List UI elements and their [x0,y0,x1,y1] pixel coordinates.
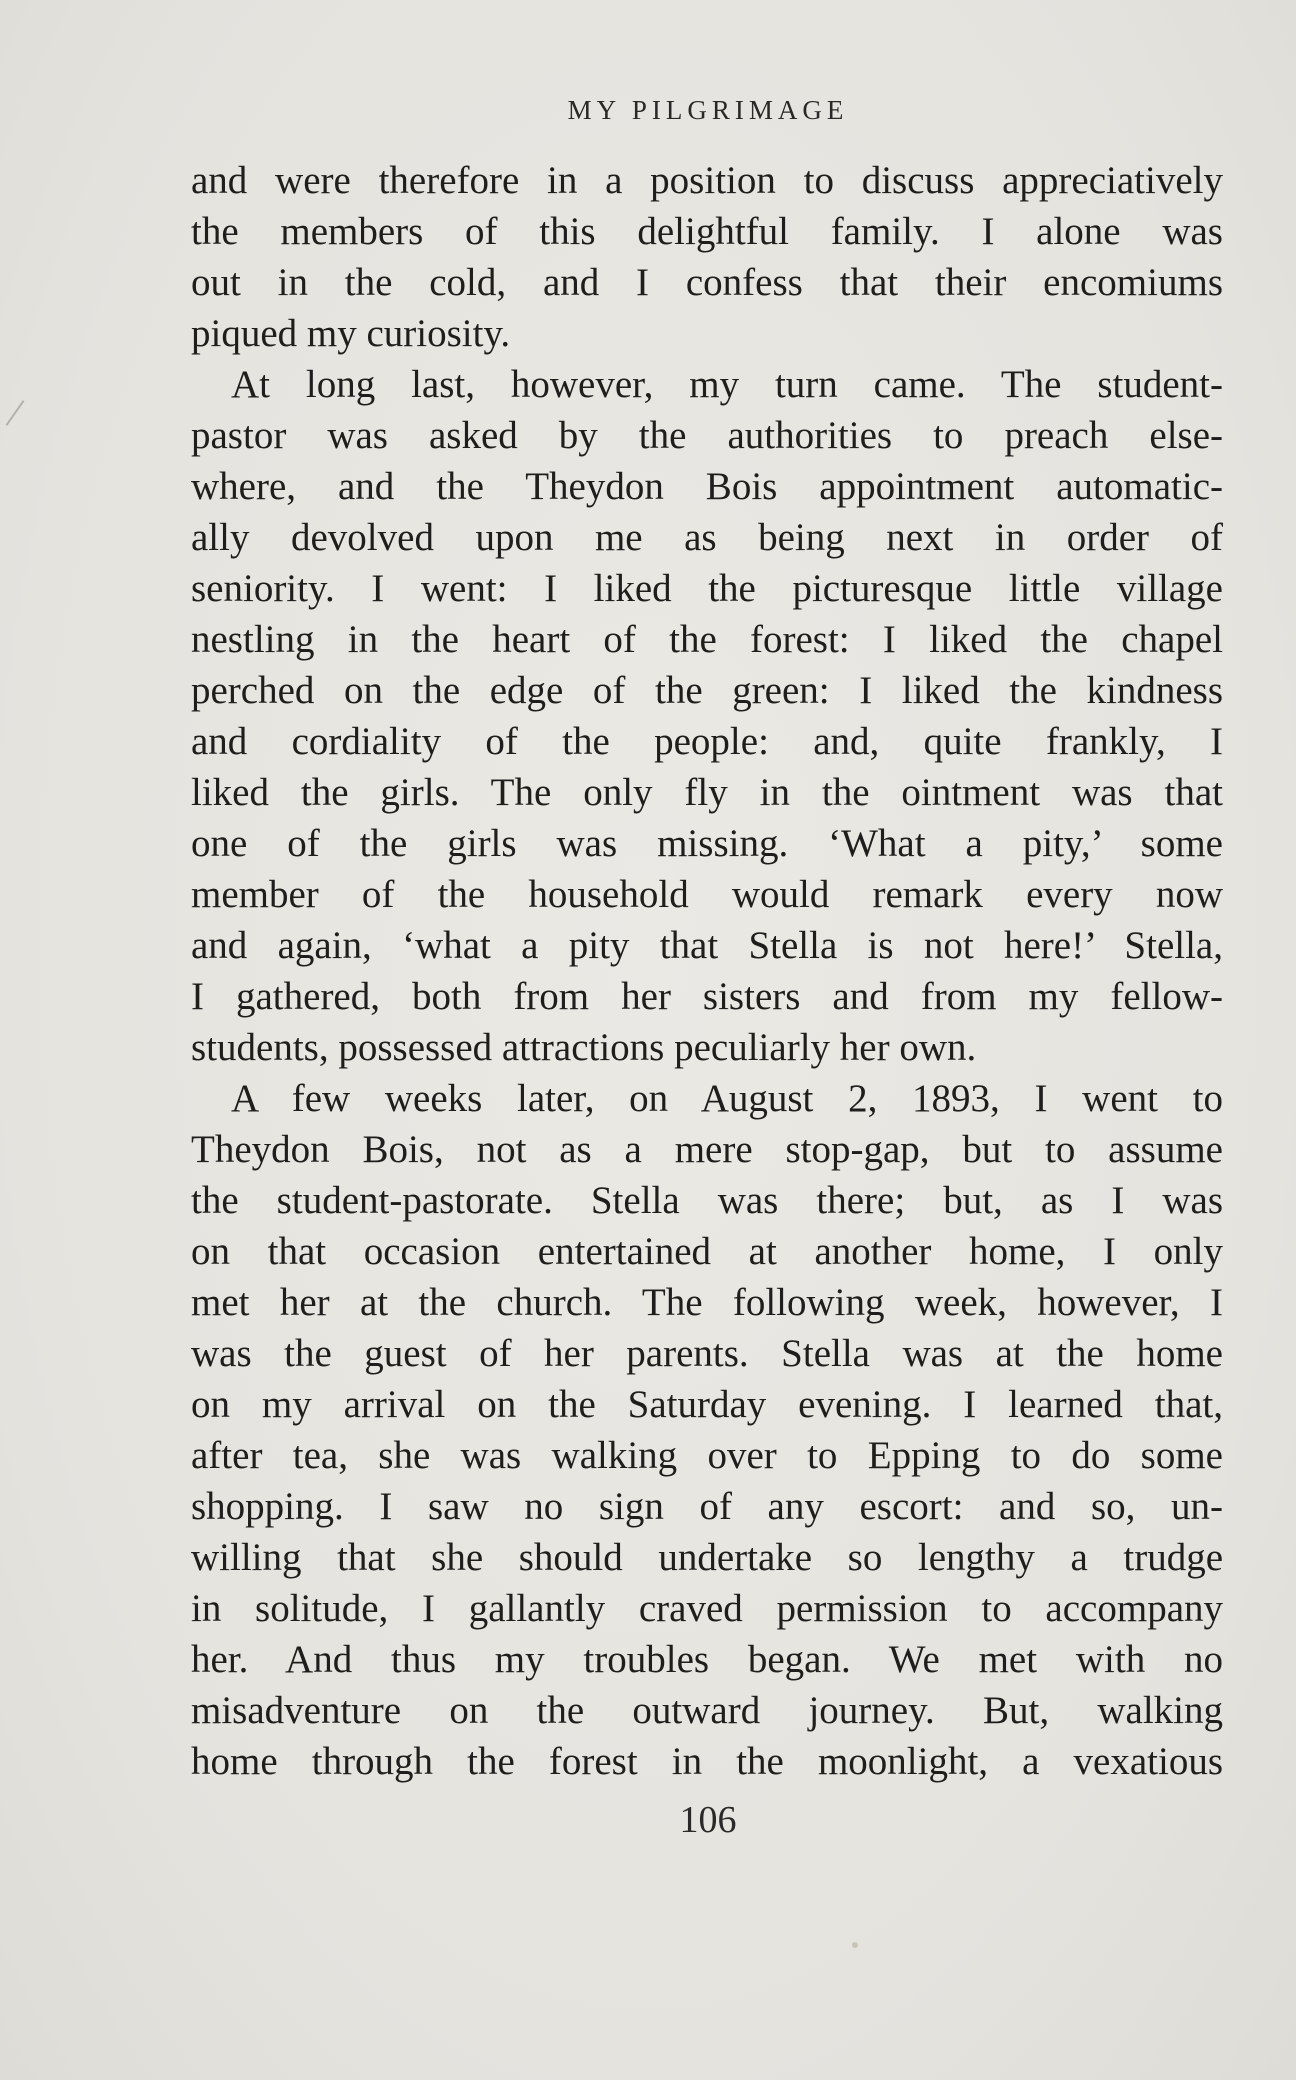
running-head: MY PILGRIMAGE [567,95,849,125]
text-line: willing that she should undertake so lengthy a trudge [191,1536,1223,1579]
body-text [191,155,1223,1787]
text-line: I gathered, both from her sisters and from my fellow- [191,975,1223,1018]
text-line: member of the household would remark every now [191,873,1223,916]
text-line: A few weeks later, on August 2, 1893, I went to [231,1077,1223,1120]
text-line: nestling in the heart of the forest: I liked the chapel [191,618,1223,661]
text-line: pastor was asked by the authorities to preach else- [191,414,1223,457]
text-line: after tea, she was walking over to Epping to do some [191,1434,1223,1477]
text-line: piqued my curiosity. [191,312,511,355]
text-line: ally devolved upon me as being next in order of [191,516,1223,559]
text-line: on my arrival on the Saturday evening. I learned that, [191,1383,1223,1426]
text-line: met her at the church. The following week, however, I [191,1281,1223,1324]
text-line: the student-pastorate. Stella was there; but, as I was [191,1179,1223,1222]
margin-pencil-mark [6,400,25,426]
text-line: misadventure on the outward journey. But, walking [191,1689,1223,1732]
text-line: her. And thus my troubles began. We met with no [191,1638,1223,1681]
text-line: was the guest of her parents. Stella was at the home [191,1332,1223,1375]
text-line: and cordiality of the people: and, quite frankly, I [191,720,1223,763]
text-line: seniority. I went: I liked the picturesque little village [191,567,1223,610]
text-line: and again, ‘what a pity that Stella is not here!’ Stella, [191,924,1223,967]
text-line: Theydon Bois, not as a mere stop-gap, but to assume [191,1128,1223,1171]
text-line: At long last, however, my turn came. The student- [231,363,1223,406]
text-line: home through the forest in the moonlight, a vexatious [191,1740,1223,1783]
text-line: perched on the edge of the green: I liked the kindness [191,669,1223,712]
paper-speck [852,1942,858,1948]
page-number: 106 [679,1799,737,1841]
text-line: out in the cold, and I confess that their encomiums [191,261,1223,304]
text-line: students, possessed attractions peculiarly her own. [191,1026,977,1069]
text-line: one of the girls was missing. ‘What a pity,’ some [191,822,1223,865]
text-line: in solitude, I gallantly craved permission to accompany [191,1587,1223,1630]
text-line: shopping. I saw no sign of any escort: and so, un- [191,1485,1223,1528]
text-line: liked the girls. The only fly in the ointment was that [191,771,1223,814]
text-line: on that occasion entertained at another home, I only [191,1230,1223,1273]
text-line: where, and the Theydon Bois appointment automatic- [191,465,1223,508]
text-line: the members of this delightful family. I alone was [191,210,1223,253]
text-line: and were therefore in a position to discuss appreciatively [191,159,1223,202]
